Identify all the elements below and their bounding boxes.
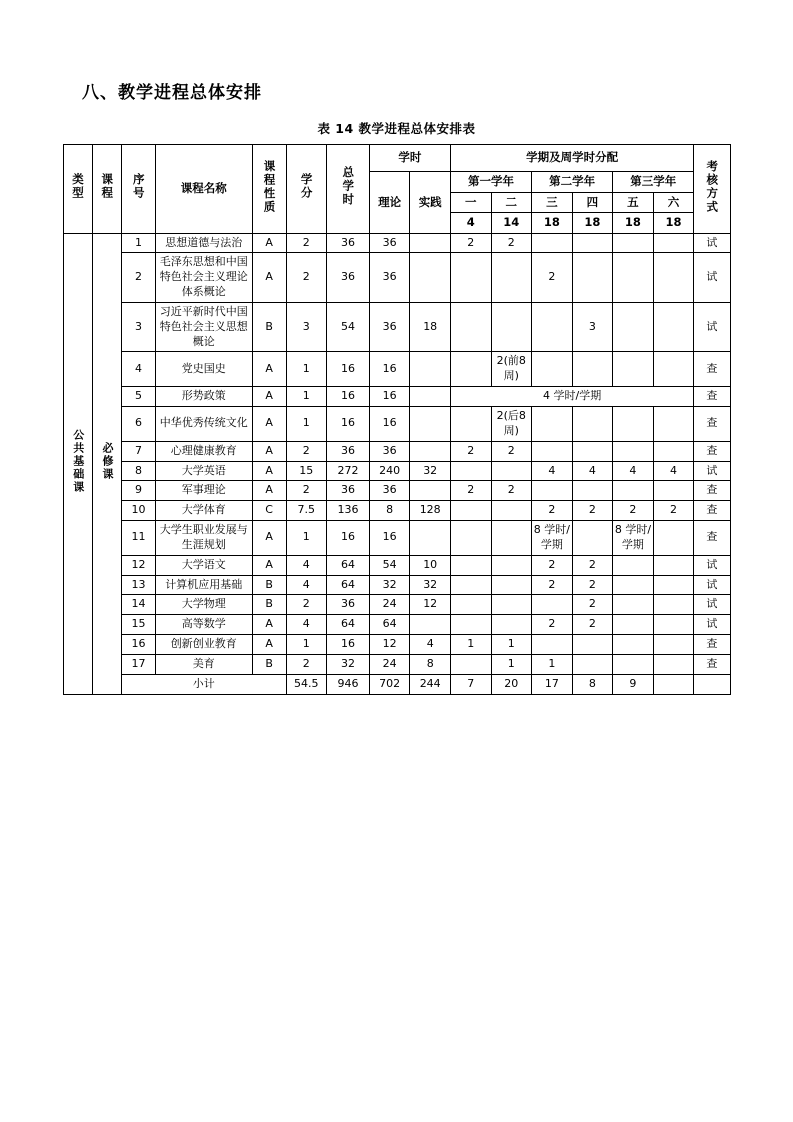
row-theory: 32 [369,575,410,595]
row-no: 17 [122,654,156,674]
row-sem1 [450,406,491,441]
table-row [63,441,730,461]
header-property: 课程性质 [252,145,286,234]
row-sem4 [572,654,613,674]
row-sem5 [613,441,654,461]
table-row [63,302,730,352]
row-sem5 [613,253,654,303]
table-row [63,406,730,441]
row-sem5 [613,406,654,441]
row-exam: 查 [694,406,730,441]
row-credit: 2 [286,654,327,674]
row-exam: 试 [694,575,730,595]
row-sem1 [450,253,491,303]
row-practice [410,481,451,501]
row-total: 16 [327,635,370,655]
row-practice: 18 [410,302,451,352]
row-theory: 16 [369,352,410,387]
table-row [63,352,730,387]
row-sem4 [572,352,613,387]
row-sem1 [450,302,491,352]
row-no: 11 [122,521,156,556]
table-row [63,521,730,556]
row-exam: 查 [694,654,730,674]
row-theory: 12 [369,635,410,655]
row-property: B [252,654,286,674]
row-credit: 2 [286,441,327,461]
table-row [63,615,730,635]
header-practice: 实践 [410,172,451,234]
row-sem5 [613,575,654,595]
row-theory: 8 [369,501,410,521]
row-property: C [252,501,286,521]
row-name: 美育 [155,654,252,674]
table-row [63,595,730,615]
row-theory: 36 [369,481,410,501]
row-exam: 试 [694,615,730,635]
row-no: 13 [122,575,156,595]
row-practice: 12 [410,595,451,615]
row-name: 大学生职业发展与生涯规划 [155,521,252,556]
row-credit: 4 [286,615,327,635]
header-weeks-4: 18 [572,213,613,234]
row-sem6 [653,233,694,253]
row-sem4 [572,635,613,655]
subtotal-sem1: 7 [450,674,491,694]
row-sem3 [532,302,573,352]
header-distribution: 学期及周学时分配 [450,145,693,172]
header-total-hours: 总学时 [327,145,370,234]
row-theory: 16 [369,387,410,407]
row-sem3: 8 学时/学期 [532,521,573,556]
row-sem3: 1 [532,654,573,674]
row-property: A [252,615,286,635]
row-sem3 [532,481,573,501]
row-exam: 查 [694,481,730,501]
row-sem5 [613,481,654,501]
row-property: A [252,521,286,556]
group-type-cell: 公共基础课 [63,233,92,694]
subtotal-credit: 54.5 [286,674,327,694]
row-sem1: 1 [450,635,491,655]
row-property: B [252,302,286,352]
row-sem5: 2 [613,501,654,521]
row-total: 16 [327,406,370,441]
row-sem2 [491,501,532,521]
row-sem5 [613,352,654,387]
row-name: 心理健康教育 [155,441,252,461]
row-sem1 [450,501,491,521]
table-row [63,233,730,253]
row-sem6 [653,253,694,303]
subtotal-total: 946 [327,674,370,694]
row-no: 14 [122,595,156,615]
row-sem2 [491,575,532,595]
row-total: 64 [327,615,370,635]
row-sem2 [491,302,532,352]
row-sem1 [450,595,491,615]
table-row [63,555,730,575]
row-exam: 试 [694,555,730,575]
group-category-cell: 必修课 [92,233,121,694]
row-exam: 查 [694,501,730,521]
subtotal-row [63,674,730,694]
table-row [63,253,730,303]
row-sem6 [653,575,694,595]
header-course-name: 课程名称 [155,145,252,234]
row-total: 136 [327,501,370,521]
row-practice [410,406,451,441]
row-exam: 试 [694,233,730,253]
row-property: A [252,635,286,655]
subtotal-theory: 702 [369,674,410,694]
row-sem1 [450,575,491,595]
row-theory: 16 [369,406,410,441]
row-name: 创新创业教育 [155,635,252,655]
row-sem4 [572,406,613,441]
row-no: 15 [122,615,156,635]
row-sem5 [613,233,654,253]
subtotal-label: 小计 [122,674,286,694]
row-credit: 3 [286,302,327,352]
row-sem4: 2 [572,575,613,595]
row-no: 8 [122,461,156,481]
subtotal-sem3: 17 [532,674,573,694]
row-credit: 1 [286,352,327,387]
row-total: 36 [327,441,370,461]
row-sem4: 2 [572,595,613,615]
row-sem2: 2 [491,233,532,253]
row-sem6 [653,555,694,575]
row-sem5: 8 学时/学期 [613,521,654,556]
curriculum-schedule-table [63,144,731,695]
row-sem6 [653,441,694,461]
row-sem3 [532,406,573,441]
subtotal-practice: 244 [410,674,451,694]
row-no: 5 [122,387,156,407]
row-name: 高等数学 [155,615,252,635]
row-sem4: 3 [572,302,613,352]
row-theory: 64 [369,615,410,635]
row-sem4: 4 [572,461,613,481]
row-practice [410,521,451,556]
row-sem5 [613,635,654,655]
row-property: A [252,555,286,575]
row-sem3 [532,352,573,387]
row-sem1 [450,461,491,481]
row-credit: 4 [286,555,327,575]
row-sem4 [572,253,613,303]
row-total: 16 [327,387,370,407]
header-theory: 理论 [369,172,410,234]
row-exam: 查 [694,521,730,556]
row-sem2: 2(后8周) [491,406,532,441]
row-credit: 1 [286,387,327,407]
table-row [63,481,730,501]
row-sem3: 2 [532,253,573,303]
row-sem4 [572,233,613,253]
header-sem-6: 六 [653,192,694,213]
subtotal-sem5: 9 [613,674,654,694]
row-sem6 [653,481,694,501]
header-sem-2: 二 [491,192,532,213]
row-total: 36 [327,595,370,615]
row-span-note: 4 学时/学期 [450,387,693,407]
row-practice [410,233,451,253]
row-credit: 2 [286,595,327,615]
row-property: A [252,406,286,441]
header-sem-1: 一 [450,192,491,213]
row-sem3: 2 [532,575,573,595]
row-property: A [252,441,286,461]
row-sem4 [572,441,613,461]
header-no: 序号 [122,145,156,234]
row-practice: 4 [410,635,451,655]
row-total: 36 [327,481,370,501]
row-sem1 [450,654,491,674]
row-property: A [252,387,286,407]
page-title: 八、教学进程总体安排 [82,83,262,103]
row-property: B [252,575,286,595]
row-no: 1 [122,233,156,253]
row-total: 272 [327,461,370,481]
row-credit: 1 [286,406,327,441]
row-sem1 [450,555,491,575]
header-year1: 第一学年 [450,172,531,193]
row-sem3: 2 [532,501,573,521]
row-credit: 1 [286,521,327,556]
row-total: 64 [327,575,370,595]
row-sem3: 4 [532,461,573,481]
row-sem2: 1 [491,654,532,674]
row-sem1 [450,352,491,387]
row-sem3 [532,635,573,655]
row-practice: 32 [410,461,451,481]
row-practice [410,441,451,461]
row-sem6 [653,521,694,556]
row-property: A [252,253,286,303]
row-sem2 [491,595,532,615]
row-name: 形势政策 [155,387,252,407]
subtotal-exam [694,674,730,694]
row-sem5 [613,555,654,575]
row-sem5 [613,595,654,615]
row-sem2 [491,555,532,575]
row-property: A [252,461,286,481]
row-name: 大学英语 [155,461,252,481]
row-sem6: 4 [653,461,694,481]
row-practice: 128 [410,501,451,521]
header-year3: 第三学年 [613,172,694,193]
row-sem3 [532,595,573,615]
row-sem6 [653,595,694,615]
header-category: 课程 [92,145,121,234]
row-sem4: 2 [572,615,613,635]
row-name: 军事理论 [155,481,252,501]
row-sem3: 2 [532,555,573,575]
row-exam: 查 [694,635,730,655]
row-sem1: 2 [450,441,491,461]
row-sem6 [653,654,694,674]
row-exam: 查 [694,441,730,461]
row-name: 思想道德与法治 [155,233,252,253]
header-weeks-6: 18 [653,213,694,234]
row-total: 64 [327,555,370,575]
header-exam: 考核方式 [694,145,730,234]
row-sem3 [532,441,573,461]
row-theory: 36 [369,441,410,461]
row-no: 9 [122,481,156,501]
row-practice: 32 [410,575,451,595]
row-credit: 2 [286,481,327,501]
row-no: 16 [122,635,156,655]
table-row [63,635,730,655]
row-no: 4 [122,352,156,387]
header-sem-5: 五 [613,192,654,213]
row-no: 3 [122,302,156,352]
row-name: 习近平新时代中国特色社会主义思想概论 [155,302,252,352]
row-sem5 [613,654,654,674]
header-weeks-3: 18 [532,213,573,234]
header-weeks-1: 4 [450,213,491,234]
row-sem5 [613,615,654,635]
row-practice: 8 [410,654,451,674]
row-practice [410,615,451,635]
row-credit: 2 [286,253,327,303]
row-property: A [252,481,286,501]
row-sem6 [653,352,694,387]
row-sem2 [491,521,532,556]
row-credit: 1 [286,635,327,655]
row-credit: 15 [286,461,327,481]
row-sem6 [653,635,694,655]
row-sem5 [613,302,654,352]
row-credit: 4 [286,575,327,595]
header-sem-3: 三 [532,192,573,213]
row-sem4 [572,481,613,501]
subtotal-sem4: 8 [572,674,613,694]
row-exam: 查 [694,387,730,407]
row-sem6: 2 [653,501,694,521]
table-caption: 表 14 教学进程总体安排表 [317,121,476,136]
row-total: 36 [327,233,370,253]
row-name: 毛泽东思想和中国特色社会主义理论体系概论 [155,253,252,303]
row-sem2: 2 [491,481,532,501]
row-name: 大学物理 [155,595,252,615]
row-name: 计算机应用基础 [155,575,252,595]
row-sem1: 2 [450,233,491,253]
row-sem4: 2 [572,555,613,575]
row-sem6 [653,615,694,635]
row-sem2: 2 [491,441,532,461]
row-sem1 [450,521,491,556]
row-sem2: 1 [491,635,532,655]
row-name: 大学体育 [155,501,252,521]
row-sem2: 2(前8周) [491,352,532,387]
row-total: 32 [327,654,370,674]
row-exam: 试 [694,302,730,352]
table-row [63,501,730,521]
row-credit: 2 [286,233,327,253]
header-year2: 第二学年 [532,172,613,193]
row-theory: 24 [369,654,410,674]
table-row [63,654,730,674]
row-exam: 试 [694,461,730,481]
row-property: A [252,233,286,253]
row-sem1: 2 [450,481,491,501]
row-theory: 36 [369,233,410,253]
header-weeks-2: 14 [491,213,532,234]
row-credit: 7.5 [286,501,327,521]
table-row [63,461,730,481]
row-theory: 54 [369,555,410,575]
row-property: A [252,352,286,387]
row-practice [410,253,451,303]
row-theory: 36 [369,253,410,303]
row-no: 10 [122,501,156,521]
row-total: 54 [327,302,370,352]
row-exam: 试 [694,253,730,303]
header-credit: 学分 [286,145,327,234]
row-theory: 24 [369,595,410,615]
row-sem2 [491,461,532,481]
row-sem5: 4 [613,461,654,481]
row-sem2 [491,615,532,635]
header-sem-4: 四 [572,192,613,213]
row-sem1 [450,615,491,635]
row-sem3 [532,233,573,253]
row-exam: 查 [694,352,730,387]
row-theory: 36 [369,302,410,352]
row-practice [410,352,451,387]
row-theory: 240 [369,461,410,481]
row-sem4 [572,521,613,556]
row-sem6 [653,302,694,352]
row-no: 12 [122,555,156,575]
row-property: B [252,595,286,615]
row-theory: 16 [369,521,410,556]
subtotal-sem2: 20 [491,674,532,694]
header-hours: 学时 [369,145,450,172]
row-no: 2 [122,253,156,303]
subtotal-sem6 [653,674,694,694]
row-sem2 [491,253,532,303]
row-total: 36 [327,253,370,303]
row-name: 中华优秀传统文化 [155,406,252,441]
row-total: 16 [327,521,370,556]
row-practice [410,387,451,407]
row-sem6 [653,406,694,441]
row-practice: 10 [410,555,451,575]
row-sem3: 2 [532,615,573,635]
row-no: 7 [122,441,156,461]
table-row [63,387,730,407]
header-type: 类型 [63,145,92,234]
row-total: 16 [327,352,370,387]
row-name: 党史国史 [155,352,252,387]
row-exam: 试 [694,595,730,615]
table-row [63,575,730,595]
row-name: 大学语文 [155,555,252,575]
header-weeks-5: 18 [613,213,654,234]
row-sem4: 2 [572,501,613,521]
row-no: 6 [122,406,156,441]
